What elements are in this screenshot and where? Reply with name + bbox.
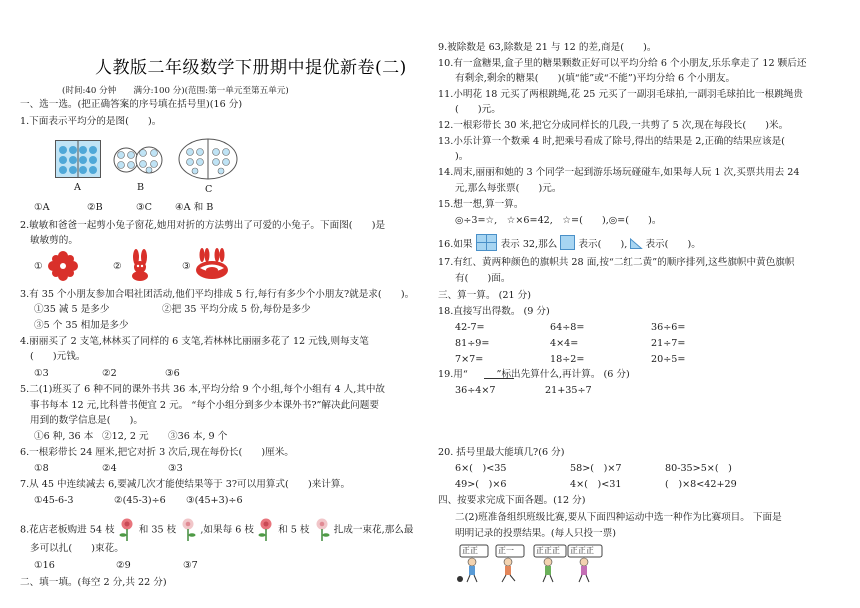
q6-option-3: ③3: [168, 463, 183, 474]
cutout-double-rabbit-icon: [194, 249, 230, 281]
q1-figure-a: [55, 140, 101, 178]
question-2-line-1: 2.敏敏和爸爸一起剪小兔子窗花,她用对折的方法剪出了可爱的小兔子。下面图( )是: [20, 220, 386, 231]
q20-cell: 4×( )<31: [570, 479, 622, 490]
q1-label-c: C: [205, 184, 213, 195]
q1-label-b: B: [137, 182, 145, 193]
q1-figure-b: [112, 140, 164, 180]
question-8-line-1: [20, 518, 413, 542]
q1-label-a: A: [74, 182, 81, 193]
question-17-line-2: 有( )面。: [455, 273, 511, 284]
q8-option-3: ③7: [183, 560, 198, 571]
question-10-line-2: 有剩余,剩余的糖果( )(填“能”或“不能”)平均分给 6 个小朋友。: [455, 73, 736, 84]
q2-option-3: ③: [182, 261, 191, 272]
section-2-heading: 二、填一填。(每空 2 分,共 22 分): [20, 577, 167, 588]
cutout-flower-icon: [47, 251, 79, 281]
question-8-line-2: 多可以扎( )束花。: [30, 543, 124, 554]
q8-text-4: 和 5 枝: [278, 524, 310, 536]
q1-figure-c: [178, 138, 238, 180]
q18-cell: 42-7=: [455, 322, 485, 333]
tally-1: 正正: [462, 546, 478, 555]
question-15-equation: ◎÷3=☆, ☆×6=42, ☆=( ),◎=( )。: [455, 215, 662, 226]
q4-option-3: ③6: [165, 368, 180, 379]
tally-3: 正正正: [536, 546, 560, 555]
q16-text-2: 表示 32,那么: [500, 239, 558, 250]
q18-cell: 36÷6=: [651, 322, 686, 333]
q6-option-1: ①8: [34, 463, 49, 474]
question-21-line-1: 二(2)班准备组织班级比赛,要从下面四种运动中选一种作为比赛项目。 下面是: [455, 512, 782, 523]
q18-cell: 81÷9=: [455, 338, 490, 349]
question-7: 7.从 45 中连续减去 6,要减几次才能使结果等于 3?可以用算式( )来计算。: [20, 479, 351, 490]
question-13-line-2: )。: [455, 151, 469, 162]
q2-option-2: ②: [113, 261, 122, 272]
rose-icon: [257, 518, 275, 542]
lily-icon: [179, 518, 197, 542]
q8-text-2: 和 35 枝: [138, 524, 177, 536]
q8-text-3: ,如果每 6 枝: [200, 524, 255, 536]
q18-cell: 4×4=: [550, 338, 579, 349]
tally-4: 正正正: [570, 546, 594, 555]
q20-cell: 58>( )×7: [570, 463, 622, 474]
question-1: 1.下面表示平均分的是图( )。: [20, 116, 162, 127]
question-9: 9.被除数是 63,除数是 21 与 12 的差,商是( )。: [438, 42, 657, 53]
q7-option-3: ③(45+3)÷6: [186, 495, 243, 506]
question-5-line-2: 事书每本 12 元,比科普书便宜 2 元。 “每个小组分到多少本课外书?”解决此问题要: [30, 400, 379, 411]
small-square-icon: [560, 235, 575, 250]
q1-option-2: ②B: [87, 202, 103, 213]
question-17-line-1: 17.有红、黄两种颜色的旗帜共 28 面,按“二红二黄”的顺序排列,这些旗帜中黄色旗帜: [438, 257, 795, 268]
question-20: 20. 括号里最大能填几?(6 分): [438, 447, 565, 458]
q8-option-1: ①16: [34, 560, 55, 571]
q19-expression-2: 21+35÷7: [545, 385, 592, 396]
q19-expression-1: 36÷4×7: [455, 385, 496, 396]
q16-text-1: 16.如果: [438, 239, 473, 250]
exam-info: (时间:40 分钟 满分:100 分)(范围:第一单元至第五单元): [62, 86, 289, 96]
question-5-line-1: 5.二(1)班买了 6 种不同的课外书共 36 本,平均分给 9 个小组,每个小组有 4 人,其中故: [20, 384, 386, 395]
q1-option-4: ④A 和 B: [175, 202, 214, 213]
q7-option-1: ①45-6-3: [34, 495, 74, 506]
question-11-line-2: ( )元。: [455, 104, 501, 115]
q5-option-3: ③36 本, 9 个: [168, 431, 228, 442]
section-4-heading: 四、按要求完成下面各题。(12 分): [438, 495, 586, 506]
question-12: 12.一根彩带长 30 米,把它分成同样长的几段,一共剪了 5 次,现在每段长( )米。: [438, 120, 789, 131]
question-4-line-2: ( )元钱。: [30, 351, 86, 362]
q16-text-4: 表示( )。: [645, 239, 701, 250]
question-14-line-2: 元,那么每张票( )元。: [455, 183, 562, 194]
question-13-line-1: 13.小乐计算一个数乘 4 时,把乘号看成了除号,得出的结果是 2,正确的结果应该是(: [438, 136, 805, 147]
section-1-heading: 一、选一选。(把正确答案的序号填在括号里)(16 分): [20, 99, 243, 110]
question-14-line-1: 14.周末,丽丽和她的 3 个同学一起到游乐场玩碰碰车,如果每人玩 1 次,买票共用去 24: [438, 167, 800, 178]
question-21-line-2: 明明记录的投票结果。(每人只投一票): [455, 528, 616, 539]
question-4-line-1: 4.丽丽买了 2 支笔,林林买了同样的 6 支笔,若林林比丽丽多花了 12 元钱,则每支笔: [20, 336, 369, 347]
sports-tally-figure: [452, 544, 602, 584]
question-15: 15.想一想,算一算。: [438, 199, 524, 210]
q18-cell: 7×7=: [455, 354, 484, 365]
q4-option-1: ①3: [34, 368, 49, 379]
q3-option-1: ①35 减 5 是多少: [34, 304, 110, 315]
cutout-rabbit-icon: [126, 250, 154, 282]
q4-option-2: ②2: [102, 368, 117, 379]
section-3-heading: 三、算一算。 (21 分): [438, 290, 531, 301]
lily-icon: [313, 518, 331, 542]
q20-cell: 80-35>5×( ): [665, 463, 732, 474]
q20-cell: 6×( )<35: [455, 463, 507, 474]
q8-text-1: 8.花店老板购进 54 枝: [20, 524, 115, 536]
q3-option-2: ②把 35 平均分成 5 份,每份是多少: [162, 304, 311, 315]
question-18: 18.直接写出得数。 (9 分): [438, 306, 550, 317]
page-title: 人教版二年级数学下册期中提优新卷(二): [95, 58, 407, 78]
q8-text-5: 扎成一束花,那么最: [333, 524, 414, 536]
question-5-line-3: 用到的数学信息是( )。: [30, 415, 144, 426]
q5-option-2: ②12, 2 元: [102, 431, 149, 442]
q1-option-3: ③C: [136, 202, 152, 213]
question-11-line-1: 11.小明花 18 元买了两根跳绳,花 25 元买了一副羽毛球拍,一副羽毛球拍比一根跳绳贵: [438, 89, 803, 100]
q1-option-1: ①A: [34, 202, 50, 213]
q6-option-2: ②4: [102, 463, 117, 474]
question-10-line-1: 10.有一盒糖果,盒子里的糖果颗数正好可以平均分给 6 个小朋友,乐乐拿走了 12 颗后还: [438, 58, 807, 69]
q18-cell: 18÷2=: [550, 354, 585, 365]
q5-option-1: ①6 种, 36 本: [34, 431, 94, 442]
q19-underline-sample: [484, 378, 514, 379]
q18-cell: 21÷7=: [651, 338, 686, 349]
q2-option-1: ①: [34, 261, 43, 272]
rose-icon: [118, 518, 136, 542]
q8-option-2: ②9: [116, 560, 131, 571]
tally-2: 正一: [498, 546, 514, 555]
question-3: 3.有 35 个小朋友参加合唱社团活动,他们平均排成 5 行,每行有多少个小朋友?就是求( )。: [20, 289, 415, 300]
question-2-line-2: 敏敏剪的。: [30, 235, 78, 246]
question-6: 6.一根彩带长 24 厘米,把它对折 3 次后,现在每份长( )厘米。: [20, 447, 294, 458]
question-19: 19.用“ ”标出先算什么,再计算。 (6 分): [438, 369, 630, 380]
q7-option-2: ②(45-3)÷6: [114, 495, 166, 506]
grid-square-icon: [476, 234, 498, 252]
question-16: [438, 234, 701, 252]
q3-option-3: ③5 个 35 相加是多少: [34, 320, 129, 331]
q20-cell: 49>( )×6: [455, 479, 507, 490]
q18-cell: 20÷5=: [651, 354, 686, 365]
q16-text-3: 表示( ),: [578, 239, 628, 250]
q20-cell: ( )×8<42+29: [665, 479, 737, 490]
triangle-icon: [630, 237, 642, 249]
q18-cell: 64÷8=: [550, 322, 585, 333]
